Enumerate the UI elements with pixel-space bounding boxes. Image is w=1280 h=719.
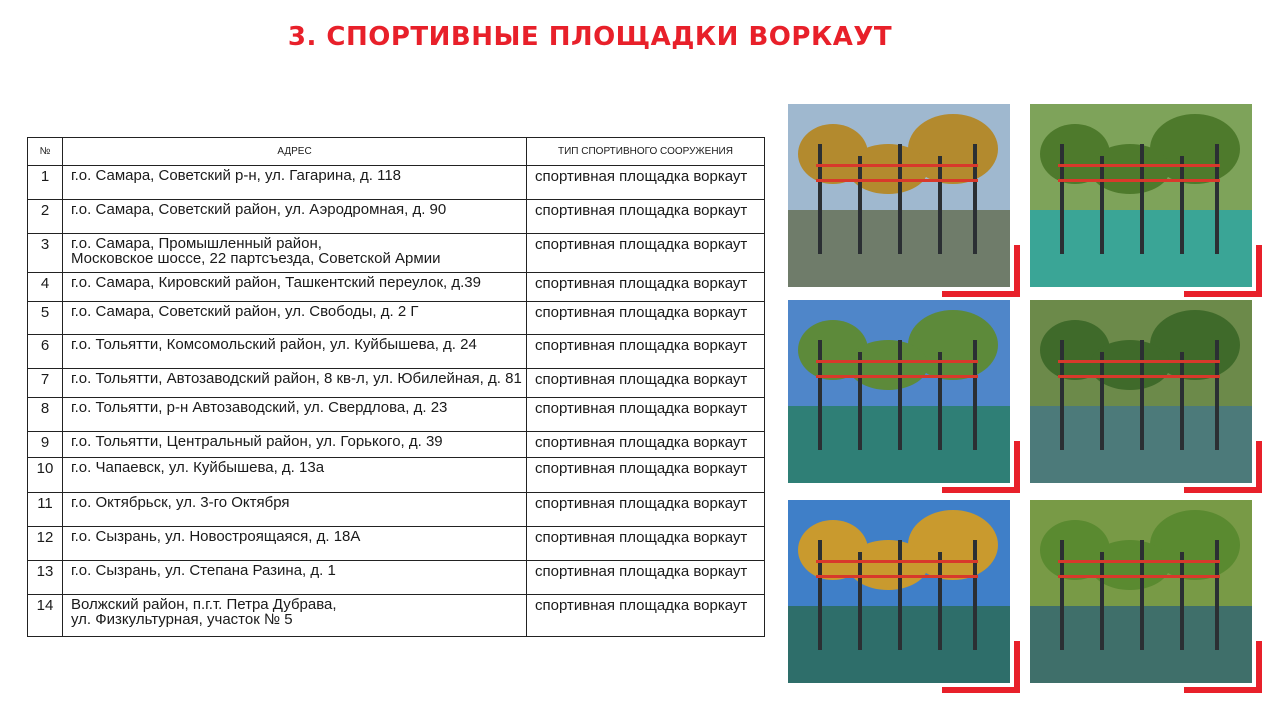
row-number: 4 [28,273,63,302]
row-address [63,369,527,398]
row-address [63,273,527,302]
row-type: спортивная площадка воркаут [527,302,765,335]
row-number: 5 [28,302,63,335]
row-address [63,527,527,561]
table-row [28,234,765,273]
row-number: 9 [28,432,63,458]
address-line: г.о. Тольятти, Комсомольский район, ул. Куйбышева, д. 24 [71,336,477,353]
row-type: спортивная площадка воркаут [527,432,765,458]
decorative-corner [942,245,1020,297]
table-row [28,369,765,398]
decorative-corner [1184,641,1262,693]
address-line: г.о. Тольятти, Центральный район, ул. Горького, д. 39 [71,433,443,450]
address-line: г.о. Самара, Советский район, ул. Аэродромная, д. 90 [71,201,447,218]
address-line: г.о. Самара, Кировский район, Ташкентский переулок, д.39 [71,274,481,291]
row-type: спортивная площадка воркаут [527,200,765,234]
row-number: 14 [28,595,63,637]
row-address [63,166,527,200]
row-number: 12 [28,527,63,561]
address-line: г.о. Октябрьск, ул. 3-го Октября [71,494,290,511]
row-type: спортивная площадка воркаут [527,561,765,595]
address-line: г.о. Сызрань, ул. Новостроящаяся, д. 18А [71,528,361,545]
row-address [63,595,527,637]
page-title: 3. СПОРТИВНЫЕ ПЛОЩАДКИ ВОРКАУТ [287,22,893,52]
row-type: спортивная площадка воркаут [527,527,765,561]
row-type: спортивная площадка воркаут [527,369,765,398]
row-number: 6 [28,335,63,369]
address-line: Московское шоссе, 22 партсъезда, Советской Армии [71,250,441,267]
table-row [28,561,765,595]
address-line: ул. Физкультурная, участок № 5 [71,611,293,628]
row-type: спортивная площадка воркаут [527,335,765,369]
table-row [28,432,765,458]
address-line: г.о. Тольятти, Автозаводский район, 8 кв-л, ул. Юбилейная, д. 81 [71,370,522,387]
address-line: г.о. Сызрань, ул. Степана Разина, д. 1 [71,562,336,579]
address-line: г.о. Самара, Промышленный район, [71,235,322,252]
row-number: 13 [28,561,63,595]
row-number: 1 [28,166,63,200]
row-address [63,432,527,458]
address-line: г.о. Чапаевск, ул. Куйбышева, д. 13а [71,459,325,476]
row-type: спортивная площадка воркаут [527,234,765,273]
row-type: спортивная площадка воркаут [527,493,765,527]
address-line: г.о. Самара, Советский район, ул. Свободы, д. 2 Г [71,303,419,320]
decorative-corner [942,441,1020,493]
table-row [28,200,765,234]
row-number: 3 [28,234,63,273]
photo-grid [788,104,1252,696]
decorative-corner [942,641,1020,693]
row-number: 7 [28,369,63,398]
address-line: г.о. Тольятти, р-н Автозаводский, ул. Свердлова, д. 23 [71,399,448,416]
row-address [63,493,527,527]
address-line: г.о. Самара, Советский р-н, ул. Гагарина, д. 118 [71,167,402,184]
row-address [63,335,527,369]
header-address: АДРЕС [63,138,527,166]
decorative-corner [1184,441,1262,493]
row-address [63,200,527,234]
table-row [28,302,765,335]
table-row [28,166,765,200]
row-type: спортивная площадка воркаут [527,166,765,200]
table-body [28,166,765,637]
table-row [28,595,765,637]
header-type: ТИП СПОРТИВНОГО СООРУЖЕНИЯ [527,138,765,166]
row-number: 11 [28,493,63,527]
header-num: № [28,138,63,166]
row-address [63,458,527,493]
table-row [28,273,765,302]
row-number: 10 [28,458,63,493]
row-number: 2 [28,200,63,234]
table-row [28,458,765,493]
table-row [28,398,765,432]
row-address [63,561,527,595]
table-row [28,493,765,527]
row-address [63,398,527,432]
table-header-row [28,138,765,166]
table-row [28,335,765,369]
row-type: спортивная площадка воркаут [527,398,765,432]
decorative-corner [1184,245,1262,297]
row-number: 8 [28,398,63,432]
row-type: спортивная площадка воркаут [527,273,765,302]
row-address [63,302,527,335]
table-row [28,527,765,561]
row-address [63,234,527,273]
address-line: Волжский район, п.г.т. Петра Дубрава, [71,596,337,613]
row-type: спортивная площадка воркаут [527,595,765,637]
row-type: спортивная площадка воркаут [527,458,765,493]
workout-sites-table [27,137,765,637]
